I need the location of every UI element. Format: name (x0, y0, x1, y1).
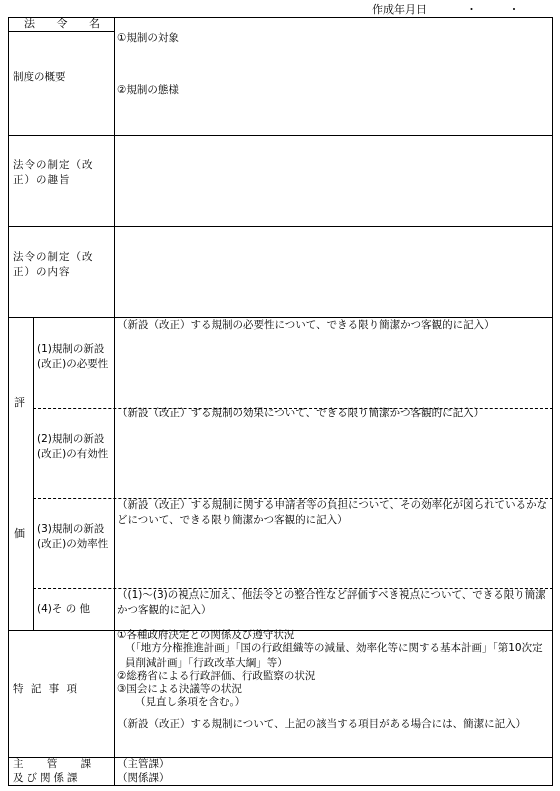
table-bottom-border (8, 785, 553, 786)
eval-row-2-text: （新設（改正）する規制の効果について、できる限り簡潔かつ客観的に記入） (117, 407, 485, 419)
dept-related-label: 及び関係課 (13, 772, 81, 784)
eval-row-3-label: (3)規制の新設(改正)の効率性 (37, 523, 109, 550)
purpose-label: 法令の制定（改正）の趣旨 (13, 159, 94, 186)
column-divider (114, 17, 115, 786)
content-label: 法令の制定（改正）の内容 (13, 251, 94, 278)
dept-main-label: 主 管 課 (13, 758, 102, 770)
evaluation-label-top: 評 (14, 396, 25, 409)
special-line-4: ③国会による決議等の状況 (117, 683, 242, 695)
overview-item-1: ①規制の対象 (117, 32, 179, 44)
table-right-border (552, 17, 553, 786)
overview-item-2: ②規制の態様 (117, 84, 179, 96)
special-line-5: （見直し条項を含む。） (135, 696, 246, 708)
date-dots: ・ ・ (466, 3, 534, 16)
eval-row-4-text: （(1)～(3)の視点に加え、他法令との整合性など評価すべき視点について、できる限り簡潔かつ客観的に記入） (117, 589, 546, 616)
eval-row-1-text: （新設（改正）する規制の必要性について、できる限り簡潔かつ客観的に記入） (117, 319, 495, 331)
special-line-3: ②総務省による行政評価、行政監察の状況 (117, 670, 316, 682)
overview-label: 制度の概要 (13, 71, 66, 83)
special-line-6: （新設（改正）する規制について、上記の該当する項目がある場合には、簡潔に記入） (117, 718, 527, 730)
eval-row-1-label: (1)規制の新設(改正)の必要性 (37, 343, 109, 370)
law-name-row-divider (8, 31, 115, 32)
special-line-1: ①各種政府決定との関係及び遵守状況 (117, 629, 295, 641)
eval-row-4-label: (4)そ の 他 (37, 603, 91, 615)
dept-related-value: （関係課） (117, 772, 170, 784)
date-label: 作成年月日 (372, 3, 427, 16)
evaluation-sub-divider (33, 317, 34, 630)
purpose-row-divider (8, 226, 553, 227)
table-left-border (8, 17, 9, 786)
special-label: 特 記 事 項 (13, 683, 80, 695)
dept-main-value: （主管課） (117, 758, 170, 770)
eval-row-2-label: (2)規制の新設(改正)の有効性 (37, 433, 109, 460)
overview-row-divider (8, 135, 553, 136)
law-name-label: 法 令 名 (24, 17, 109, 30)
evaluation-label-bottom: 価 (14, 527, 25, 540)
special-line-2: （「地方分権推進計画」「国の行政組織等の減量、効率化等に関する基本計画」「第10次定員削減計画」「行政改革大綱」等） (125, 642, 543, 669)
eval-row-3-text: （新設（改正）する規制に関する申請者等の負担について、その効率化が図られているかなどについて、できる限り簡潔かつ客観的に記入） (117, 499, 548, 526)
